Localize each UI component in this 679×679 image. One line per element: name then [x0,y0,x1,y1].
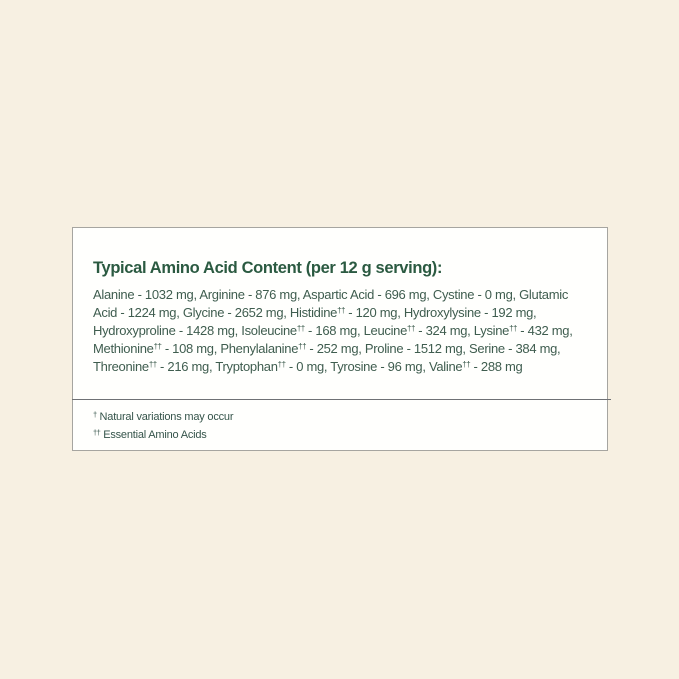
footnotes [73,408,607,444]
amino-acid-item: Histidine†† - 120 mg [289,305,398,320]
footnote [93,426,587,444]
amino-acid-item: Glycine - 2652 mg [182,305,284,320]
footnote-text: Essential Amino Acids [100,429,207,441]
amino-acid-item: Alanine - 1032 mg [93,287,194,302]
amino-acid-item: Tyrosine - 96 mg [330,359,423,374]
essential-marker: †† [296,324,305,333]
footnote-text: Natural variations may occur [96,411,234,423]
essential-marker: †† [509,324,517,333]
amino-acid-item: Glutamic Acid - 1224 mg [93,287,569,320]
amino-acid-list: Alanine - 1032 mg, Arginine - 876 mg, Aspartic Acid - 696 mg, Cystine - 0 mg, Glutamic Acid - 1224 mg, Glycine - 2652 mg, Histidine†† - 120 mg, Hydroxylysine - 192 mg, Hydroxyproline - 1428 mg, Isoleucine†† - 168 mg, Leucine†† - 324 mg, Lysine†† - 432 mg, Methionine†† - 108 mg, Phenylalanine†† - 252 mg, Proline - 1512 mg, Serine - 384 mg, Threonine†† - 216 mg, Tryptophan†† - 0 mg, Tyrosine - 96 mg, Valine†† - 288 mg [93,287,573,374]
essential-marker: †† [337,306,345,315]
footnote-marker: † [93,410,97,419]
amino-acid-item: Serine - 384 mg [469,341,558,356]
essential-marker: †† [462,360,471,369]
essential-marker: †† [277,360,286,369]
footnote-marker: †† [93,428,101,437]
essential-marker: †† [148,360,157,369]
amino-acid-item: Proline - 1512 mg [364,341,463,356]
amino-acid-item: Leucine†† - 324 mg [363,323,468,338]
panel-title: Typical Amino Acid Content (per 12 g serving): [93,259,443,277]
essential-marker: †† [153,342,162,351]
footnote [93,408,587,426]
amino-acid-panel [72,227,608,451]
amino-acid-item: Valine†† - 288 mg [428,359,523,374]
amino-acid-item: Hydroxyproline - 1428 mg [93,323,235,338]
amino-acid-item: Lysine†† - 432 mg [473,323,570,338]
amino-acid-item: Threonine†† - 216 mg [93,359,209,374]
amino-acid-item: Cystine - 0 mg [432,287,513,302]
amino-acid-item: Hydroxylysine - 192 mg [403,305,534,320]
amino-acid-item: Methionine†† - 108 mg [93,341,214,356]
amino-acid-item: Tryptophan†† - 0 mg [215,359,324,374]
panel-body [73,228,607,376]
essential-marker: †† [407,324,415,333]
amino-acid-item: Phenylalanine†† - 252 mg [220,341,359,356]
essential-marker: †† [298,342,307,351]
amino-acid-item: Aspartic Acid - 696 mg [302,287,427,302]
divider [72,399,611,400]
amino-acid-item: Arginine - 876 mg [199,287,297,302]
amino-acid-item: Isoleucine†† - 168 mg [241,323,357,338]
